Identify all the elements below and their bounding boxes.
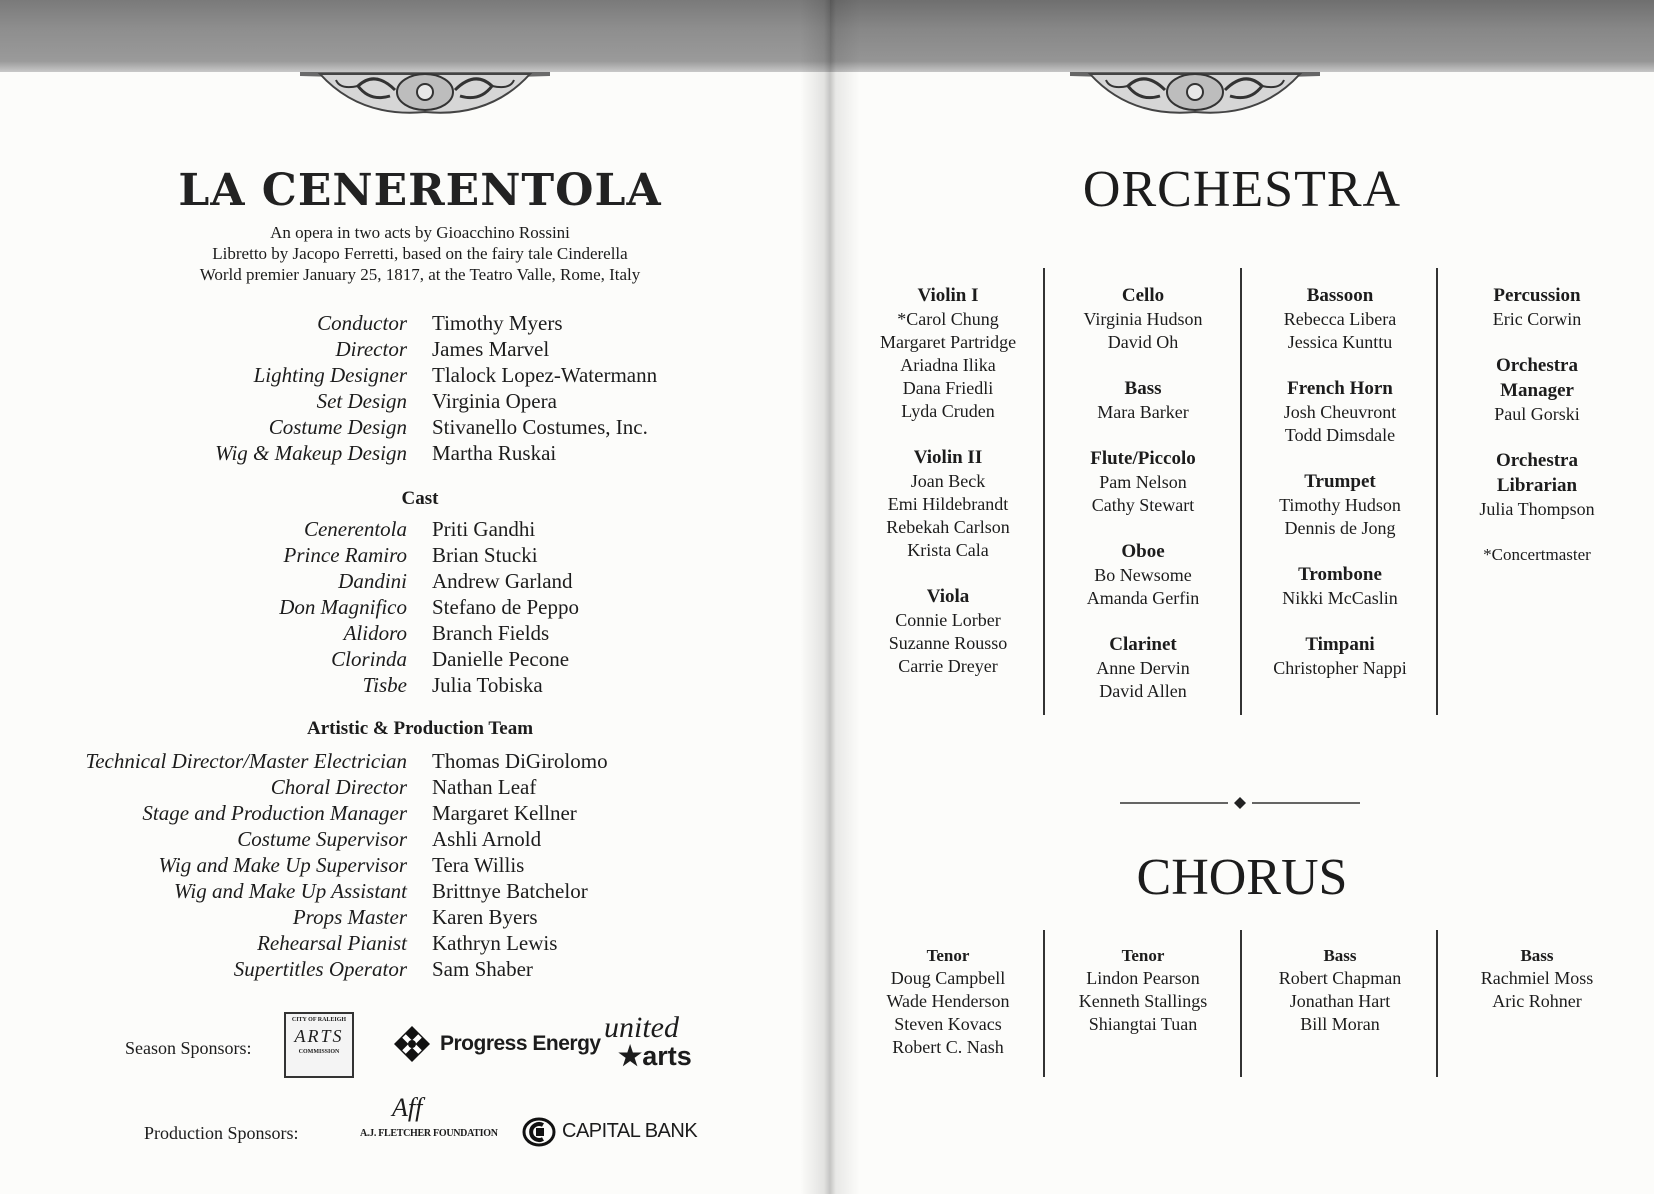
- member-name: Anne Dervin: [1096, 658, 1190, 678]
- member-name: Amanda Gerfin: [1086, 588, 1200, 608]
- singer-name: Stefano de Peppo: [432, 595, 579, 619]
- member-name: Robert Chapman: [1278, 968, 1402, 988]
- voice-heading: Tenor: [1121, 946, 1165, 965]
- ornament-scroll-icon: [1070, 40, 1320, 118]
- member-name: Carrie Dreyer: [898, 656, 998, 676]
- member-name: Paul Gorski: [1494, 404, 1580, 424]
- member-name: Aric Rohner: [1492, 991, 1582, 1011]
- team-row: [0, 801, 830, 827]
- opera-title: LA CENERENTOLA: [178, 165, 662, 216]
- section-group: [1245, 376, 1435, 447]
- section-group: [1442, 448, 1632, 521]
- member-name: Bill Moran: [1300, 1014, 1380, 1034]
- member-name: Connie Lorber: [895, 610, 1001, 630]
- character-name: Alidoro: [343, 621, 407, 645]
- section-heading: Trumpet: [1304, 471, 1376, 492]
- credit-name: Virginia Opera: [432, 389, 557, 413]
- section-heading: Violin II: [913, 447, 983, 468]
- team-row: [0, 827, 830, 853]
- team-name: Tera Willis: [432, 853, 525, 877]
- cast-row: [0, 647, 830, 673]
- member-name: Virginia Hudson: [1083, 309, 1203, 329]
- book-spine-shadow: [800, 0, 860, 1194]
- team-row: [0, 931, 830, 957]
- column-divider: [1240, 268, 1242, 715]
- credit-row: [0, 337, 830, 363]
- team-row: [0, 853, 830, 879]
- orchestra-column: [853, 283, 1043, 700]
- column-divider: [1043, 268, 1045, 715]
- credit-role: Director: [335, 337, 407, 361]
- section-heading: Trombone: [1298, 564, 1382, 585]
- credit-role: Conductor: [317, 311, 407, 335]
- member-name: Cathy Stewart: [1091, 495, 1195, 515]
- credit-row: [0, 441, 830, 467]
- member-name: Bo Newsome: [1094, 565, 1192, 585]
- member-name: Rebekah Carlson: [886, 517, 1010, 537]
- member-name: David Allen: [1099, 681, 1187, 701]
- section-heading: Flute/Piccolo: [1090, 448, 1196, 469]
- member-name: Jonathan Hart: [1289, 991, 1391, 1011]
- character-name: Tisbe: [362, 673, 407, 697]
- cast-row: [0, 517, 830, 543]
- section-heading: Cello: [1121, 285, 1165, 306]
- singer-name: Andrew Garland: [432, 569, 573, 593]
- singer-name: Priti Gandhi: [432, 517, 536, 541]
- team-role: Choral Director: [270, 775, 407, 799]
- chorus-column: [1048, 945, 1238, 1036]
- subtitle-line: World premier January 25, 1817, at the Teatro Valle, Rome, Italy: [199, 265, 641, 284]
- member-name: Wade Henderson: [886, 991, 1010, 1011]
- team-row: [0, 957, 830, 983]
- team-role: Stage and Production Manager: [142, 801, 407, 825]
- cast-row: [0, 673, 830, 699]
- credit-name: Tlalock Lopez-Watermann: [432, 363, 658, 387]
- member-name: Shiangtai Tuan: [1088, 1014, 1198, 1034]
- section-heading: Viola: [926, 586, 970, 607]
- member-name: Jessica Kunttu: [1287, 332, 1393, 352]
- character-name: Clorinda: [331, 647, 407, 671]
- column-divider: [1240, 930, 1242, 1077]
- credit-row: [0, 311, 830, 337]
- right-page: [830, 0, 1654, 1194]
- orchestra-title: ORCHESTRA: [1082, 161, 1402, 218]
- section-group: [1048, 632, 1238, 703]
- section-group: [1442, 353, 1632, 426]
- section-group: [1245, 632, 1435, 680]
- credit-role: Costume Design: [268, 415, 407, 439]
- capital-bank-logo: CAPITAL BANK: [562, 1120, 698, 1142]
- character-name: Don Magnifico: [279, 595, 407, 619]
- section-group: [1048, 283, 1238, 354]
- member-name: Rachmiel Moss: [1480, 968, 1594, 988]
- section-heading: Bass: [1124, 378, 1162, 399]
- column-divider: [1043, 930, 1045, 1077]
- team-row: [0, 775, 830, 801]
- singer-name: Brian Stucki: [432, 543, 538, 567]
- section-heading: Orchestra Librarian: [1496, 450, 1578, 496]
- singer-name: Branch Fields: [432, 621, 550, 645]
- logo-text: COMMISSION: [298, 1049, 340, 1055]
- fletcher-foundation-logo: A.J. FLETCHER FOUNDATION: [360, 1128, 498, 1139]
- section-group: [1245, 469, 1435, 540]
- column-divider: [1436, 268, 1438, 715]
- section-group: [853, 283, 1043, 423]
- voice-heading: Bass: [1520, 946, 1554, 965]
- team-role: Supertitles Operator: [233, 957, 407, 981]
- member-name: Pam Nelson: [1099, 472, 1187, 492]
- concertmaster-note: *Concertmaster: [1483, 545, 1591, 564]
- member-name: Kenneth Stallings: [1078, 991, 1208, 1011]
- capital-bank-icon: [522, 1117, 556, 1147]
- team-name: Sam Shaber: [432, 957, 533, 981]
- member-name: Dana Friedli: [902, 378, 994, 398]
- section-heading: Orchestra Manager: [1496, 355, 1578, 401]
- team-name: Margaret Kellner: [432, 801, 577, 825]
- orchestra-column: [1442, 283, 1632, 588]
- section-heading: Percussion: [1493, 285, 1581, 306]
- column-divider: [1436, 930, 1438, 1077]
- credit-name: Timothy Myers: [432, 311, 563, 335]
- member-name: Doug Campbell: [890, 968, 1006, 988]
- season-sponsors-label: Season Sponsors:: [125, 1038, 252, 1058]
- team-role: Technical Director/Master Electrician: [85, 749, 407, 773]
- team-name: Karen Byers: [432, 905, 538, 929]
- logo-text: ARTS: [294, 1026, 344, 1046]
- orchestra-column: [1245, 283, 1435, 702]
- section-group: [1048, 376, 1238, 424]
- credit-role: Wig & Makeup Design: [215, 441, 407, 465]
- opera-subtitle: [60, 222, 780, 285]
- section-group: [1245, 562, 1435, 610]
- singer-name: Julia Tobiska: [432, 673, 543, 697]
- member-name: Todd Dimsdale: [1284, 425, 1396, 445]
- section-heading: Violin I: [917, 285, 979, 306]
- member-name: Emi Hildebrandt: [887, 494, 1009, 514]
- team-name: Nathan Leaf: [432, 775, 537, 799]
- credit-name: Martha Ruskai: [432, 441, 557, 465]
- member-name: *Carol Chung: [897, 309, 999, 329]
- member-name: Krista Cala: [907, 540, 989, 560]
- chorus-column: [853, 945, 1043, 1059]
- member-name: Margaret Partridge: [879, 332, 1017, 352]
- united-arts-logo-bottom: ★arts: [618, 1041, 692, 1071]
- progress-energy-logo: Progress Energy: [440, 1032, 601, 1055]
- voice-heading: Tenor: [926, 946, 970, 965]
- cast-row: [0, 569, 830, 595]
- member-name: Mara Barker: [1097, 402, 1189, 422]
- member-name: Ariadna Ilika: [900, 355, 996, 375]
- section-group: [1048, 446, 1238, 517]
- orchestra-column: [1048, 283, 1238, 725]
- voice-heading: Bass: [1323, 946, 1357, 965]
- section-divider-icon: [1120, 795, 1360, 811]
- production-sponsors-label: Production Sponsors:: [144, 1123, 299, 1143]
- subtitle-line: Libretto by Jacopo Ferretti, based on the fairy tale Cinderella: [212, 244, 628, 263]
- team-role: Costume Supervisor: [237, 827, 407, 851]
- member-name: Lindon Pearson: [1086, 968, 1200, 988]
- team-row: [0, 879, 830, 905]
- section-group: [1442, 283, 1632, 331]
- credit-name: Stivanello Costumes, Inc.: [432, 415, 648, 439]
- member-name: Steven Kovacs: [894, 1014, 1002, 1034]
- member-name: Christopher Nappi: [1273, 658, 1407, 678]
- raleigh-arts-logo: [284, 1012, 354, 1078]
- member-name: Dennis de Jong: [1284, 518, 1396, 538]
- credit-role: Lighting Designer: [253, 363, 407, 387]
- chorus-column: [1442, 945, 1632, 1013]
- section-heading: Oboe: [1121, 541, 1165, 562]
- character-name: Dandini: [338, 569, 407, 593]
- section-heading: Timpani: [1305, 634, 1375, 655]
- logo-text: CITY OF RALEIGH: [291, 1017, 347, 1023]
- team-role: Wig and Make Up Supervisor: [158, 853, 407, 877]
- team-row: [0, 749, 830, 775]
- section-group: [1048, 539, 1238, 610]
- team-role: Props Master: [292, 905, 407, 929]
- fletcher-mark-icon: Aff: [392, 1093, 423, 1122]
- character-name: Prince Ramiro: [283, 543, 407, 567]
- team-heading: Artistic & Production Team: [306, 718, 534, 739]
- ornament-scroll-icon: [300, 40, 550, 118]
- credit-row: [0, 363, 830, 389]
- cast-row: [0, 595, 830, 621]
- credit-name: James Marvel: [432, 337, 550, 361]
- member-name: Julia Thompson: [1479, 499, 1595, 519]
- progress-energy-icon: [392, 1024, 432, 1064]
- member-name: Josh Cheuvront: [1283, 402, 1397, 422]
- team-name: Ashli Arnold: [432, 827, 542, 851]
- team-name: Thomas DiGirolomo: [432, 749, 608, 773]
- subtitle-line: An opera in two acts by Gioacchino Rossini: [270, 223, 570, 242]
- footnote: [1442, 543, 1632, 566]
- section-heading: Clarinet: [1109, 634, 1177, 655]
- section-group: [853, 445, 1043, 562]
- member-name: Joan Beck: [910, 471, 986, 491]
- section-heading: Bassoon: [1306, 285, 1374, 306]
- cast-row: [0, 543, 830, 569]
- credit-row: [0, 389, 830, 415]
- singer-name: Danielle Pecone: [432, 647, 570, 671]
- member-name: Suzanne Rousso: [888, 633, 1008, 653]
- cast-heading: Cast: [401, 488, 439, 509]
- chorus-title: CHORUS: [1136, 849, 1348, 906]
- section-heading: French Horn: [1287, 378, 1393, 399]
- united-arts-logo-top: united: [604, 1011, 679, 1044]
- team-name: Brittnye Batchelor: [432, 879, 588, 903]
- member-name: Eric Corwin: [1492, 309, 1582, 329]
- member-name: David Oh: [1107, 332, 1179, 352]
- chorus-column: [1245, 945, 1435, 1036]
- member-name: Rebecca Libera: [1283, 309, 1397, 329]
- cast-row: [0, 621, 830, 647]
- character-name: Cenerentola: [303, 517, 407, 541]
- member-name: Lyda Cruden: [901, 401, 995, 421]
- member-name: Timothy Hudson: [1279, 495, 1401, 515]
- member-name: Robert C. Nash: [892, 1037, 1004, 1057]
- section-group: [1245, 283, 1435, 354]
- credit-role: Set Design: [316, 389, 407, 413]
- team-name: Kathryn Lewis: [432, 931, 558, 955]
- team-role: Rehearsal Pianist: [257, 931, 407, 955]
- member-name: Nikki McCaslin: [1282, 588, 1398, 608]
- section-group: [853, 584, 1043, 678]
- team-role: Wig and Make Up Assistant: [174, 879, 407, 903]
- credit-row: [0, 415, 830, 441]
- team-row: [0, 905, 830, 931]
